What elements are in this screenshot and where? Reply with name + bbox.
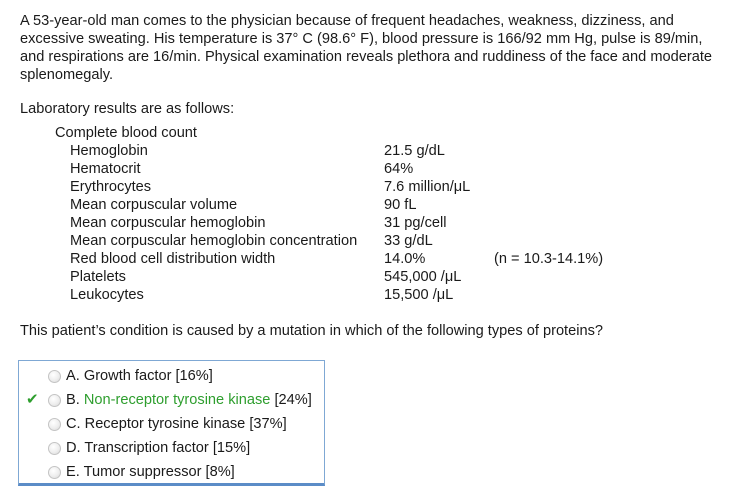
lab-row [70, 196, 630, 214]
answer-choices [18, 360, 325, 486]
lab-row [70, 142, 630, 160]
question-prompt: This patient’s condition is caused by a mutation in which of the following types of proteins? [20, 323, 604, 339]
lab-reference-range: (n = 10.3-14.1%) [494, 251, 604, 267]
lab-value: 64% [384, 161, 414, 177]
lab-row [70, 286, 630, 304]
lab-intro: Laboratory results are as follows: [20, 101, 235, 117]
lab-value: 21.5 g/dL [384, 143, 445, 159]
answer-choice-d[interactable] [19, 437, 324, 459]
choice-label: B. Non-receptor tyrosine kinase [24%] [66, 392, 312, 408]
lab-row [70, 250, 630, 268]
choice-label: A. Growth factor [16%] [66, 368, 213, 384]
stem-line: A 53-year-old man comes to the physician because of frequent headaches, weakness, dizziness, and [20, 13, 674, 29]
lab-row [70, 160, 630, 178]
radio-button[interactable] [48, 466, 61, 479]
choice-label: C. Receptor tyrosine kinase [37%] [66, 416, 287, 432]
lab-name: Hematocrit [70, 161, 141, 177]
stem-line: excessive sweating. His temperature is 37° C (98.6° F), blood pressure is 166/92 mm Hg, pulse is 89/min, [20, 31, 703, 47]
lab-value: 7.6 million/μL [384, 179, 471, 195]
lab-name: Mean corpuscular volume [70, 197, 238, 213]
correct-answer-text: Non-receptor tyrosine kinase [83, 392, 271, 408]
lab-value: 545,000 /μL [384, 269, 462, 285]
radio-button[interactable] [48, 442, 61, 455]
lab-value: 31 pg/cell [384, 215, 447, 231]
radio-button[interactable] [48, 418, 61, 431]
lab-name: Mean corpuscular hemoglobin [70, 215, 266, 231]
lab-row [70, 268, 630, 286]
choice-label: D. Transcription factor [15%] [66, 440, 251, 456]
lab-value: 33 g/dL [384, 233, 433, 249]
answer-choice-c[interactable] [19, 413, 324, 435]
lab-row [70, 232, 630, 250]
lab-row [70, 214, 630, 232]
lab-row [70, 178, 630, 196]
lab-name: Erythrocytes [70, 179, 152, 195]
question-stem [20, 12, 720, 84]
lab-name: Platelets [70, 269, 126, 285]
answer-choice-e[interactable] [19, 461, 324, 483]
lab-value: 90 fL [384, 197, 417, 213]
lab-value: 15,500 /μL [384, 287, 454, 303]
stem-line: and respirations are 16/min. Physical examination reveals plethora and ruddiness of the face and moderate [20, 49, 712, 65]
radio-button[interactable] [48, 370, 61, 383]
answer-choice-b[interactable] [19, 389, 324, 411]
checkmark-icon: ✔ [26, 391, 39, 408]
lab-value: 14.0% [384, 251, 426, 267]
choice-label: E. Tumor suppressor [8%] [66, 464, 235, 480]
radio-button[interactable] [48, 394, 61, 407]
answer-choice-a[interactable] [19, 365, 324, 387]
stem-line: splenomegaly. [20, 67, 114, 83]
lab-table [70, 142, 630, 304]
lab-name: Red blood cell distribution width [70, 251, 276, 267]
cbc-heading: Complete blood count [55, 125, 197, 141]
lab-name: Leukocytes [70, 287, 144, 303]
lab-name: Mean corpuscular hemoglobin concentration [70, 233, 358, 249]
lab-name: Hemoglobin [70, 143, 148, 159]
